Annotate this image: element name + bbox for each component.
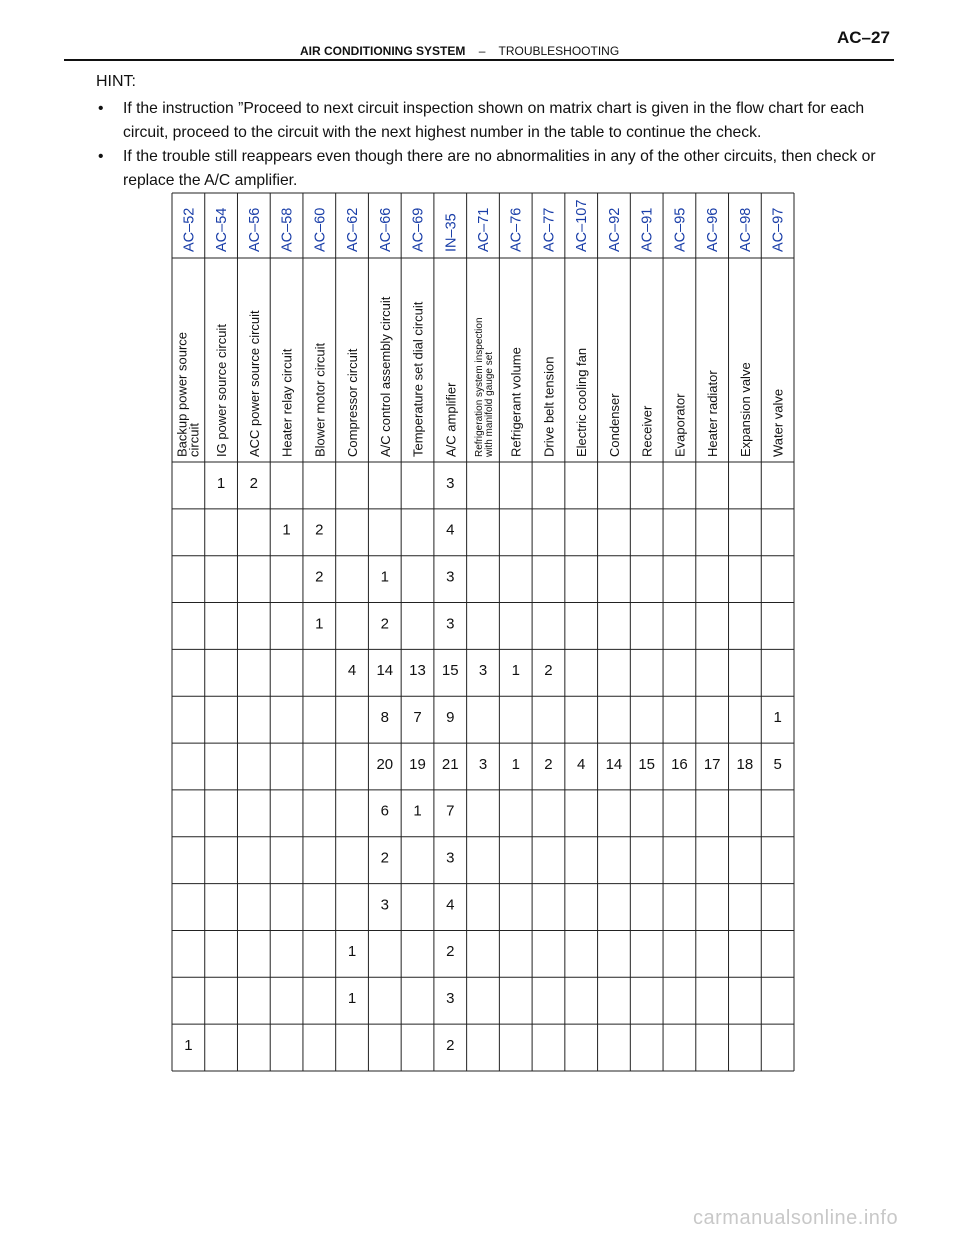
matrix-cell-value: 6 — [380, 802, 389, 820]
column-name: Electric cooling fan — [574, 347, 590, 457]
column-name: Compressor circuit — [345, 348, 361, 457]
matrix-cell-value: 2 — [544, 662, 553, 680]
column-code: AC–91 — [639, 207, 656, 252]
subsection-title: TROUBLESHOOTING — [498, 44, 620, 58]
column-name: Expansion valve — [737, 362, 753, 457]
matrix-cell-value: 1 — [216, 474, 226, 492]
column-code: AC–66 — [377, 207, 394, 252]
matrix-cell-value: 3 — [446, 849, 455, 867]
matrix-cell-value: 4 — [446, 521, 455, 539]
page-number: AC–27 — [837, 28, 890, 47]
column-code: AC–76 — [508, 207, 525, 252]
matrix-cell-value: 9 — [446, 708, 455, 726]
matrix-cell-value: 15 — [638, 755, 656, 773]
matrix-cell-value: 1 — [773, 708, 782, 726]
matrix-cell-value: 1 — [413, 802, 422, 820]
column-code: AC–71 — [476, 207, 492, 252]
column-code: AC–77 — [541, 207, 558, 252]
matrix-cell-value: 1 — [184, 1036, 193, 1054]
matrix-cell-value: 1 — [511, 662, 520, 680]
matrix-cell-value: 13 — [409, 662, 426, 680]
column-code: IN–35 — [443, 213, 460, 252]
matrix-cell-value: 4 — [577, 755, 586, 773]
column-name: Drive belt tension — [541, 356, 557, 457]
matrix-cell-value: 3 — [446, 474, 455, 492]
matrix-cell-value: 1 — [282, 521, 291, 539]
matrix-cell-value: 14 — [376, 662, 394, 680]
matrix-cell-value: 3 — [446, 568, 455, 586]
column-code: AC–69 — [410, 207, 427, 252]
hint-text: If the instruction ”Proceed to next circuit inspection shown on matrix chart is given in the flow chart for each circuit, proceed to the circuit with the next highest number in the table to continue the check. — [123, 100, 865, 141]
column-name: Condenser — [606, 393, 622, 457]
bullet-icon: • — [98, 100, 104, 117]
column-code: AC–54 — [214, 207, 231, 252]
matrix-cell-value: 7 — [413, 708, 422, 726]
column-name: Evaporator — [672, 393, 688, 457]
column-code: AC–98 — [737, 207, 754, 252]
column-name: A/C control assembly circuit — [377, 296, 393, 457]
matrix-cell-value: 19 — [409, 755, 426, 773]
matrix-cell-value: 3 — [446, 990, 455, 1008]
column-code: AC–58 — [279, 207, 296, 252]
matrix-cell-value: 1 — [380, 568, 389, 586]
column-name: Water valve — [770, 388, 786, 457]
matrix-cell-value: 2 — [315, 521, 324, 539]
column-code: AC–95 — [672, 207, 689, 252]
hint-label: HINT: — [96, 73, 136, 90]
matrix-cell-value: 1 — [511, 755, 520, 773]
column-name: Temperature set dial circuit — [410, 301, 426, 457]
column-name: Refrigerant volume — [508, 347, 524, 457]
matrix-cell-value: 3 — [478, 662, 488, 680]
matrix-cell-value: 5 — [773, 755, 782, 773]
column-name: A/C amplifier — [443, 382, 459, 457]
column-name: Refrigeration system inspection — [474, 317, 485, 457]
matrix-cell-value: 2 — [315, 568, 324, 586]
matrix-cell-value: 16 — [671, 755, 688, 773]
matrix-cell-value: 21 — [441, 755, 459, 773]
matrix-cell-value: 18 — [736, 755, 754, 773]
matrix-cell-value: 2 — [249, 474, 259, 492]
matrix-cell-value: 2 — [446, 943, 455, 961]
column-code: AC–60 — [312, 207, 329, 252]
matrix-cell-value: 3 — [478, 755, 488, 773]
column-code: AC–107 — [574, 199, 591, 252]
matrix-cell-value: 3 — [380, 896, 389, 914]
matrix-cell-value: 4 — [446, 896, 455, 914]
matrix-cell-value: 1 — [347, 943, 357, 961]
column-name: IG power source circuit — [214, 324, 230, 457]
matrix-cell-value: 2 — [380, 615, 389, 633]
matrix-cell-value: 20 — [376, 755, 394, 773]
matrix-cell-value: 4 — [347, 662, 357, 680]
hint-text: If the trouble still reappears even though there are no abnormalities in any of the other circuits, then check or replace the A/C amplifier. — [123, 148, 876, 189]
matrix-cell-value: 17 — [703, 755, 721, 773]
matrix-cell-value: 1 — [347, 990, 357, 1008]
column-code: AC–52 — [181, 207, 198, 252]
column-code: AC–92 — [606, 207, 623, 252]
watermark: carmanualsonline.info — [693, 1207, 899, 1229]
column-name: with manifold gauge set — [484, 351, 495, 457]
bullet-icon: • — [98, 148, 104, 165]
matrix-cell-value: 15 — [441, 662, 459, 680]
matrix-cell-value: 7 — [446, 802, 455, 820]
column-code: AC–97 — [770, 207, 787, 252]
column-code: AC–96 — [705, 207, 722, 252]
matrix-cell-value: 3 — [446, 615, 455, 633]
matrix-cell-value: 2 — [380, 849, 389, 867]
column-code: AC–56 — [246, 207, 263, 252]
matrix-cell-value: 2 — [446, 1036, 455, 1054]
section-title: AIR CONDITIONING SYSTEM — [300, 44, 466, 58]
matrix-cell-value: 1 — [315, 615, 324, 633]
column-name: circuit — [186, 423, 202, 457]
matrix-cell-value: 2 — [544, 755, 553, 773]
column-name: Backup power source — [174, 331, 190, 457]
column-code: AC–62 — [345, 207, 362, 252]
matrix-cell-value: 14 — [605, 755, 623, 773]
column-name: Heater radiator — [705, 370, 721, 457]
column-name: Receiver — [639, 405, 655, 457]
header-separator: – — [478, 44, 486, 58]
column-name: Heater relay circuit — [279, 348, 295, 457]
column-name: ACC power source circuit — [246, 310, 262, 457]
column-name: Blower motor circuit — [312, 342, 328, 457]
matrix-cell-value: 8 — [380, 708, 389, 726]
